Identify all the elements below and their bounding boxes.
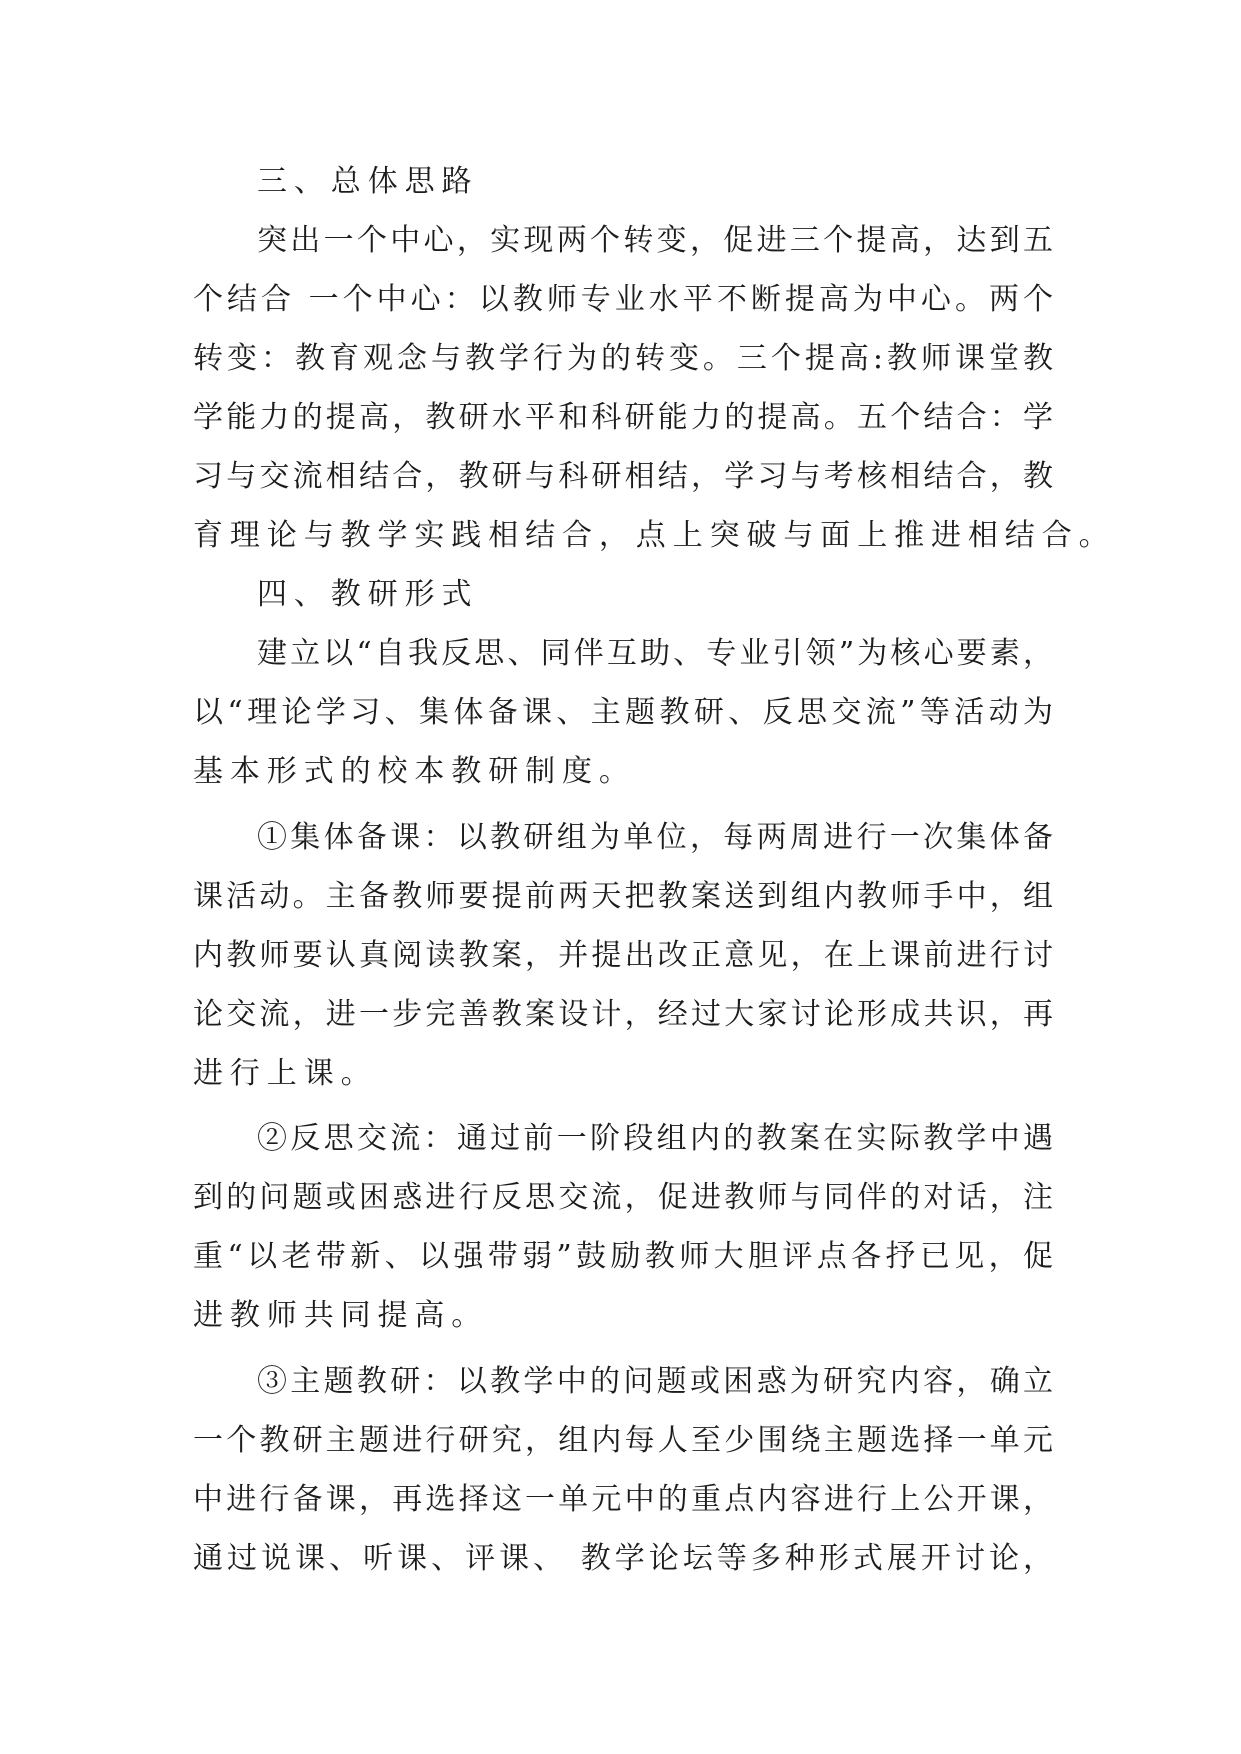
- paragraph-line: 内教师要认真阅读教案，并提出改正意见，在上课前进行讨: [193, 938, 1053, 973]
- paragraph-line: 进教师共同提高。: [193, 1298, 489, 1333]
- paragraph-line: 习与交流相结合，教研与科研相结，学习与考核相结合，教: [193, 459, 1053, 494]
- paragraph-line: 通过说课、听课、评课、 教学论坛等多种形式展开讨论，: [193, 1541, 1053, 1576]
- paragraph-line: ①集体备课：以教研组为单位，每两周进行一次集体备: [257, 820, 1053, 855]
- paragraph-line: 个结合 一个中心：以教师专业水平不断提高为中心。两个: [193, 282, 1053, 317]
- paragraph-line: 转变：教育观念与教学行为的转变。三个提高:教师课堂教: [193, 341, 1053, 376]
- paragraph-line: 进行上课。: [193, 1056, 378, 1091]
- paragraph-line: 到的问题或困惑进行反思交流，促进教师与同伴的对话，注: [193, 1180, 1053, 1215]
- paragraph-line: 一个教研主题进行研究，组内每人至少围绕主题选择一单元: [193, 1423, 1053, 1458]
- paragraph-line: 以“理论学习、集体备课、主题教研、反思交流”等活动为: [193, 695, 1053, 730]
- paragraph-line: 建立以“自我反思、同伴互助、专业引领”为核心要素，: [257, 636, 1053, 671]
- paragraph-line: 基本形式的校本教研制度。: [193, 754, 636, 789]
- section-heading-research-forms: 四、教研形式: [257, 577, 479, 612]
- paragraph-line: 突出一个中心，实现两个转变，促进三个提高，达到五: [257, 223, 1053, 258]
- paragraph-line: 课活动。主备教师要提前两天把教案送到组内教师手中，组: [193, 879, 1053, 914]
- paragraph-line: 重“以老带新、以强带弱”鼓励教师大胆评点各抒已见，促: [193, 1239, 1053, 1274]
- paragraph-line: 育理论与教学实践相结合，点上突破与面上推进相结合。: [193, 518, 1116, 553]
- paragraph-line: 论交流，进一步完善教案设计，经过大家讨论形成共识，再: [193, 997, 1053, 1032]
- section-heading-overall-approach: 三、总体思路: [257, 164, 479, 199]
- paragraph-line: 中进行备课，再选择这一单元中的重点内容进行上公开课，: [193, 1482, 1053, 1517]
- paragraph-line: 学能力的提高，教研水平和科研能力的提高。五个结合：学: [193, 400, 1053, 435]
- paragraph-line: ②反思交流：通过前一阶段组内的教案在实际教学中遇: [257, 1121, 1053, 1156]
- paragraph-line: ③主题教研：以教学中的问题或困惑为研究内容，确立: [257, 1364, 1053, 1399]
